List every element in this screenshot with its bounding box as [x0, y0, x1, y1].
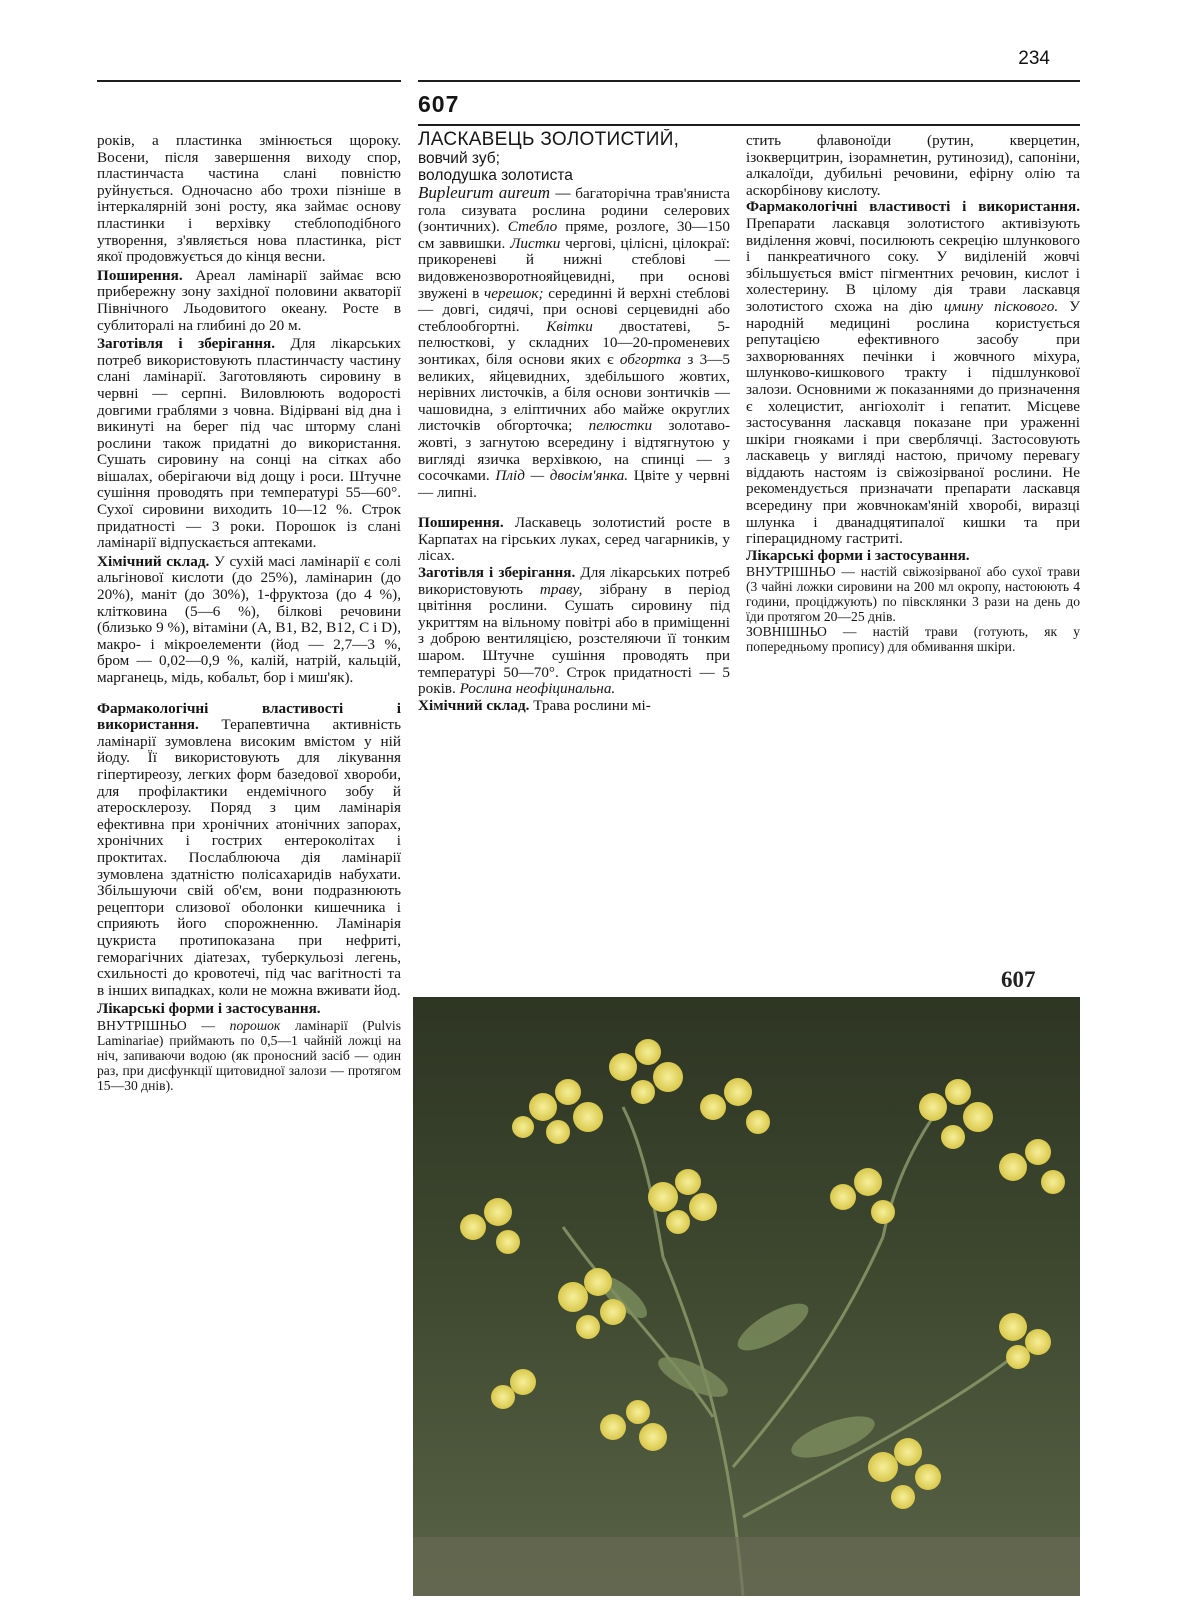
text-chemistry-2: Трава рослини мі- — [533, 696, 651, 714]
synonym-1: вовчий зуб; — [418, 150, 500, 167]
term-fruit: Плід — двосім'янка. — [495, 467, 629, 485]
heading-harvest: Заготівля і зберігання. — [97, 335, 276, 353]
pharm-part: Препарати ласкавця золотистого активізують виділення жовчі, посилюють секрецію шлункового і панкреатичного соку. У виділеній жовчі збільшується вміст пігментних речовин, кислот і холестерину. В цілому дія трави ласкавця золотистого схожа на дію — [746, 214, 1080, 315]
entry-title: ЛАСКАВЕЦЬ ЗОЛОТИСТИЙ, — [418, 129, 680, 150]
text-pharmacology: Терапевтична активність ламінарії зумовлена високим вмістом у ній йоду. Її використовують для лікування гіпертиреозу, легких форм базедової хвороби, для профілактики ендемічного зобу й атеросклерозу. Поряд з цим ламінарія ефективна при хронічних атонічних запорах, хронічних і гострих ентероколітах і проктитах. Послаблююча дія ламінарії зумовлена здатністю полісахаридів набухати. Збільшуючи свій об'єм, вони подразнюють рецептори слизової оболонки кишечника і сприяють його спорожненню. Ламінарія цукриста протипоказана при нефриті, геморагічних діатезах, туберкульозі легень, схильності до кровотечі, під час вагітності та в інших випадках, коли не можна вживати йод. — [97, 716, 401, 999]
photo-label: 607 — [1001, 967, 1036, 992]
harvest-part: Для лікарських потреб використовують — [418, 564, 730, 598]
heading-distribution-2: Поширення. — [418, 514, 504, 532]
entry-rule — [418, 124, 1080, 126]
paragraph-growth: років, а пластинка змінюється щороку. Восени, після завершення виходу спор, пластинчаста частина слані повністю руйнується. Одночасно або трохи пізніше в інтеркалярній зоні росту, яка займає основу пластинки і верхівку стеблоподібного утворення, з'являється нова пластинка, ріст якої продовжується до кінця весни. — [97, 133, 401, 266]
forms-route: ВНУТРІШНЬО — — [97, 1017, 215, 1033]
synonym-2: володушка золотиста — [418, 167, 573, 184]
desc-part: серединні й верхні стеблові — довгі, сидячі, при основі серцевидні або стеблообгортні. — [418, 284, 730, 335]
term-nonofficinal: Рослина неофіцинальна. — [459, 680, 616, 698]
desc-part: Цвіте у червні — липні. — [418, 467, 730, 501]
text-chemistry: У сухій масі ламінарії є солі альгінової кислоти (до 25%), ламінарин (до 20%), маніт (до 30%), 1-фруктоза (до 4 %), клітковина (5—6 %), білкові речовини (близько 9 %), вітаміни (A, B1, B2, B12, C і D), макро- і мікроелементи (йод — 2,7—3 %, бром — 0,02—0,9 %, калій, натрій, кальцій, марганець, мідь, кобальт, бор і миш'як). — [97, 552, 401, 686]
pharm-part: У народній медицині рослина користується репутацією ефективного засобу при захворюваннях печінки і жовчного міхура, шлунково-кишкового тракту і підшлункової залози. Основними ж показаннями до призначення є холецистит, ангіохоліт і гепатит. Місцеве застосування ласкавця показане при ураженні шкіри гнояками і при сверблячці. Застосовують ласкавець у вигляді настою, причому перевагу віддають настоям із свіжозірваної рослини. Не рекомендується призначати препарати ласкавця всередину при жовчнокам'яній хворобі, виразці шлунка і дванадцятипалої кишки та при гіперацидному гастриті. — [746, 297, 1080, 548]
desc-part: двостатеві, 5-пелюсткові, у складних 10—20-променевих зонтиках, біля основи яких є — [418, 317, 730, 368]
desc-part: з 3—5 великих, яйцевидних, здебільшого жовтих, нерівних листочків, а біля основи зонтичків — чашовидна, з еліптичних або майже округлих листочків обгорточка; — [418, 350, 730, 435]
desc-part: багаторічна трав'яниста гола сизувата рослина родини селерових (зонтичних). — [418, 185, 730, 236]
section-pharmacology — [97, 701, 401, 1000]
term-immortelle: цмину піскового. — [943, 297, 1059, 315]
heading-chemistry: Хімічний склад. — [97, 552, 210, 570]
heading-pharmacology: Фармакологічні властивості і використання. — [97, 699, 401, 734]
header-rule-right — [418, 80, 1080, 82]
plant-photo — [413, 997, 1080, 1596]
text-forms-internal: ВНУТРІШНЬО — настій свіжозірваної або сухої трави (3 чайні ложки сировини на 200 мл окропу, настоюють 4 години, проціджують) по півсклянки 3 рази на день до їди протягом 20—25 днів. — [746, 564, 1080, 625]
term-leaves: Листки — [510, 234, 561, 252]
text-forms-external: ЗОВНІШНЬО — настій трави (готують, як у попередньому пропису) для обмивання шкіри. — [746, 624, 1080, 655]
column-left — [97, 133, 401, 1600]
heading-pharmacology-2: Фармакологічні властивості і використання. — [746, 198, 1080, 216]
term-herb: траву, — [539, 580, 583, 598]
desc-part: чергові, цілісні, цілокраї: прикореневі й нижні стеблові — видовженозворотнояйцевидні, при основі звужені в — [418, 234, 730, 302]
section-distribution-2 — [418, 515, 730, 565]
text-harvest: Для лікарських потреб використовують пластинчасту частину слані ламінарії. Заготовляють сировину в червні — серпні. Виловлюють водорості довгими граблями з човна. Відірвані від дна і викинуті на берег під час шторму слані рослини також придатні до використання. Сушать сировину на сонці на сітках або вішалах, оберігаючи від дощу і роси. Штучне сушіння проводять при температурі 55—60°. Сухої сировини виходить 10—12 %. Строк придатності — 3 роки. Порошок із слані ламінарії відпускається аптеками. — [97, 335, 401, 552]
heading-distribution: Поширення. — [97, 266, 183, 284]
term-stem: Стебло — [507, 218, 558, 236]
text-distribution: Ареал ламінарії займає всю прибережну зону західної половини акваторії Північного Льодовитого океану. Росте в сублиторалі на глибині до 20 м. — [97, 266, 401, 334]
heading-chemistry-2: Хімічний склад. — [418, 696, 530, 714]
plant-illustration — [413, 997, 1080, 1596]
header-rule-left — [97, 80, 401, 82]
entry-number: 607 — [418, 91, 460, 117]
heading-forms: Лікарські форми і застосування. — [97, 1000, 321, 1018]
term-flowers: Квітки — [546, 317, 593, 335]
section-harvest — [97, 336, 401, 552]
term-wrapper: обгортка — [619, 350, 682, 368]
term-petals: пелюстки — [588, 417, 653, 435]
text-chemistry-cont: стить флавоноїди (рутин, кверцетин, ізокверцитрин, ізорамнетин, рутинозид), сапоніни, алкалоїди, дубильні речовини, ефірну олію та аскорбінову кислоту. — [746, 133, 1080, 199]
page-number: 234 — [1018, 48, 1050, 69]
text-forms — [97, 1018, 401, 1093]
section-chemistry-2 — [418, 698, 730, 715]
heading-forms-2: Лікарські форми і застосування. — [746, 546, 970, 564]
column-right — [746, 133, 1080, 933]
latin-name: Bupleurum aureum — — [418, 183, 571, 202]
section-distribution — [97, 268, 401, 334]
desc-part: пряме, розлоге, 30—150 см заввишки. — [418, 218, 730, 252]
section-pharmacology-2 — [746, 199, 1080, 547]
forms-powder: порошок — [229, 1017, 281, 1033]
heading-harvest-2: Заготівля і зберігання. — [418, 564, 576, 582]
term-petiole: черешок; — [484, 284, 544, 302]
section-harvest-2 — [418, 565, 730, 698]
column-middle — [418, 129, 730, 929]
desc-part: золотаво-жовті, з загнутою всередину і відтягнутою у вигляді язичка верхівкою, на спинці — з сосочками. — [418, 417, 730, 485]
section-chemistry — [97, 554, 401, 687]
text-distribution-2: Ласкавець золотистий росте в Карпатах на гірських луках, серед чагарників, у лісах. — [418, 514, 730, 565]
description — [418, 184, 730, 501]
harvest-part: зібрану в період цвітіння рослини. Сушать сировину під укриттям на вільному повітрі або в приміщенні з доброю вентиляцією, розстеляючи її тонким шаром. Штучне сушіння проводять при температурі 50—70°. Строк придатності — 5 років. — [418, 580, 730, 698]
forms-dosage: ламінарії (Pulvis Laminariae) приймають по 0,5—1 чайній ложці на ніч, запиваючи водою (як проносний засіб — один раз, при дисфункції щитовидної залози — протягом 15—30 днів). — [97, 1017, 401, 1093]
